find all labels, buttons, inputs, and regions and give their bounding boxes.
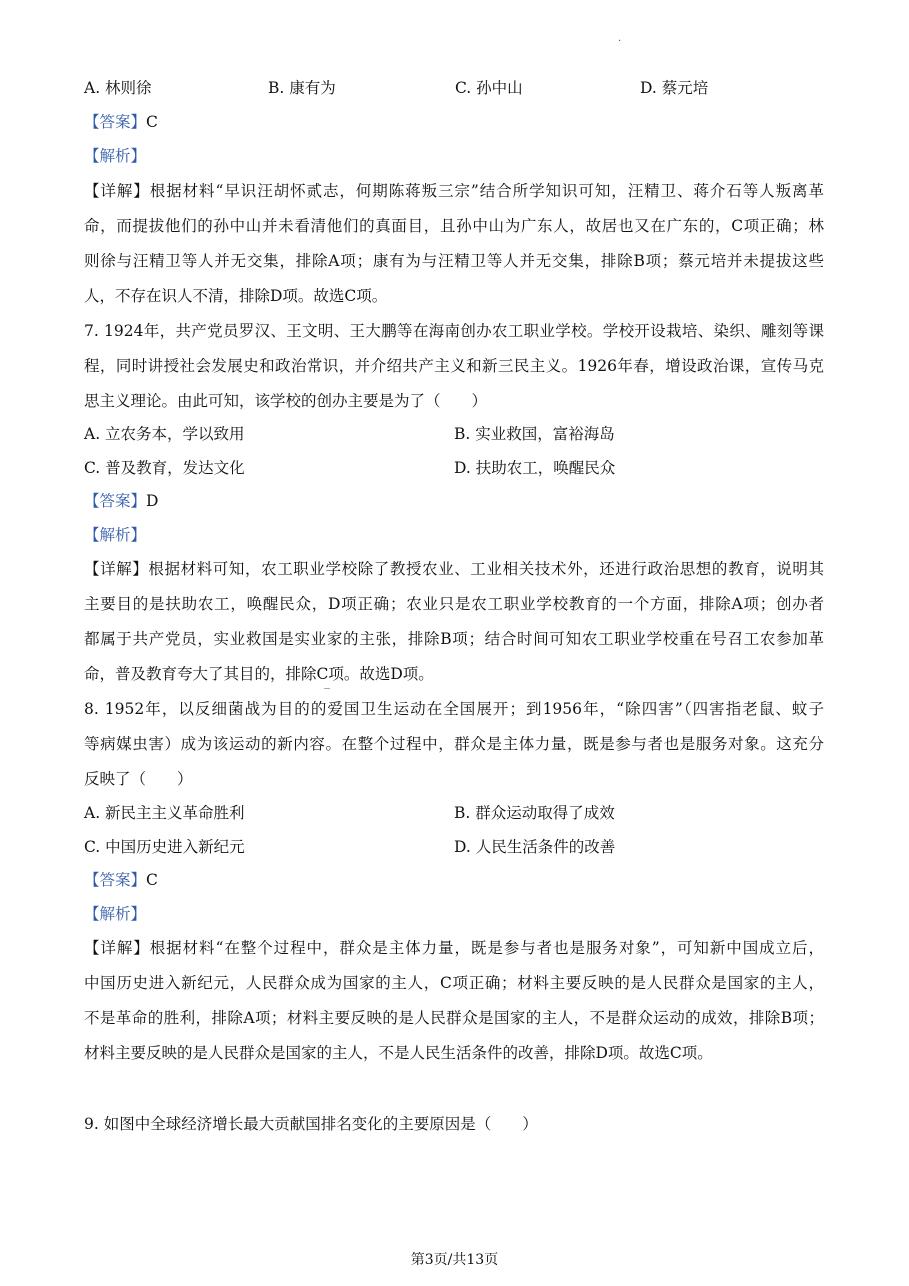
q8-answer: [84, 870, 158, 890]
q6-analysis-label: 【解析】: [84, 147, 147, 165]
answer-label: 【答案】: [84, 113, 147, 131]
q9-stem: 9. 如图中全球经济增长最大贡献国排名变化的主要原因是（ ）: [84, 1115, 538, 1133]
scan-mark: [324, 688, 330, 689]
q7-option-c: C. 普及教育，发达文化: [84, 459, 245, 477]
header-dot: ·: [618, 36, 622, 47]
answer-value: D: [146, 492, 159, 510]
q7-answer: [84, 491, 158, 511]
q7-detail-line: 命，普及教育夸大了其目的，排除C项。故选D项。: [84, 665, 434, 683]
q7-analysis-label: 【解析】: [84, 526, 147, 544]
q6-option-b: B. 康有为: [268, 79, 336, 97]
q8-option-b: B. 群众运动取得了成效: [454, 804, 615, 822]
q8-stem-line: 等病媒虫害）成为该运动的新内容。在整个过程中，群众是主体力量，既是参与者也是服务对象。这充分: [84, 735, 824, 753]
q7-option-a: A. 立农务本，学以致用: [84, 425, 245, 443]
q6-detail-line: 【详解】根据材料“早识汪胡怀贰志，何期陈蒋叛三宗”结合所学知识可知，汪精卫、蒋介石等人叛离革: [84, 182, 824, 200]
q8-option-a: A. 新民主主义革命胜利: [84, 804, 245, 822]
q6-option-a: A. 林则徐: [84, 79, 152, 97]
q6-detail-line: 命，而提拔他们的孙中山并未看清他们的真面目，且孙中山为广东人，故居也又在广东的，C项正确；林: [84, 217, 824, 235]
q7-option-d: D. 扶助农工，唤醒民众: [454, 459, 616, 477]
q8-detail-line: 材料主要反映的是人民群众是国家的主人，不是人民生活条件的改善，排除D项。故选C项。: [84, 1044, 713, 1062]
answer-label: 【答案】: [84, 871, 147, 889]
q8-detail-line: 【详解】根据材料“在整个过程中，群众是主体力量，既是参与者也是服务对象”，可知新中国成立后，: [84, 939, 824, 957]
q8-detail-line: 不是革命的胜利，排除A项；材料主要反映的是人民群众是国家的主人，不是群众运动的成效，排除B项；: [84, 1009, 824, 1027]
q8-option-d: D. 人民生活条件的改善: [454, 838, 616, 856]
q6-option-d: D. 蔡元培: [640, 79, 709, 97]
q7-detail-line: 【详解】根据材料可知，农工职业学校除了教授农业、工业相关技术外，还进行政治思想的教育，说明其: [84, 560, 824, 578]
q6-answer: [84, 112, 158, 132]
answer-value: C: [146, 113, 158, 131]
q8-analysis-label: 【解析】: [84, 905, 147, 923]
q7-stem-line: 思主义理论。由此可知，该学校的创办主要是为了（ ）: [84, 392, 488, 410]
q6-detail-line: 则徐与汪精卫等人并无交集，排除A项；康有为与汪精卫等人并无交集，排除B项；蔡元培并未提拔这些: [84, 252, 824, 270]
page-footer: 第3页/共13页: [410, 1252, 499, 1268]
q7-stem-line: 7. 1924年，共产党员罗汉、王文明、王大鹏等在海南创办农工职业学校。学校开设栽培、染织、雕刻等课: [84, 322, 824, 340]
q7-detail-line: 主要目的是扶助农工，唤醒民众，D项正确；农业只是农工职业学校教育的一个方面，排除A项；创办者: [84, 595, 824, 613]
q7-stem-line: 程，同时讲授社会发展史和政治常识，并介绍共产主义和新三民主义。1926年春，增设政治课，宣传马克: [84, 357, 824, 375]
q6-option-c: C. 孙中山: [455, 79, 523, 97]
q6-detail-line: 人，不存在识人不清，排除D项。故选C项。: [84, 287, 388, 305]
q8-detail-line: 中国历史进入新纪元，人民群众成为国家的主人，C项正确；材料主要反映的是人民群众是国家的主人，: [84, 974, 824, 992]
q8-stem-line: 反映了（ ）: [84, 770, 193, 788]
q8-stem-line: 8. 1952年，以反细菌战为目的的爱国卫生运动在全国展开；到1956年，“除四害”（四害指老鼠、蚊子: [84, 700, 824, 718]
q7-detail-line: 都属于共产党员，实业救国是实业家的主张，排除B项；结合时间可知农工职业学校重在号召工农参加革: [84, 630, 824, 648]
answer-label: 【答案】: [84, 492, 147, 510]
q8-option-c: C. 中国历史进入新纪元: [84, 838, 245, 856]
q7-option-b: B. 实业救国，富裕海岛: [454, 425, 615, 443]
answer-value: C: [146, 871, 158, 889]
